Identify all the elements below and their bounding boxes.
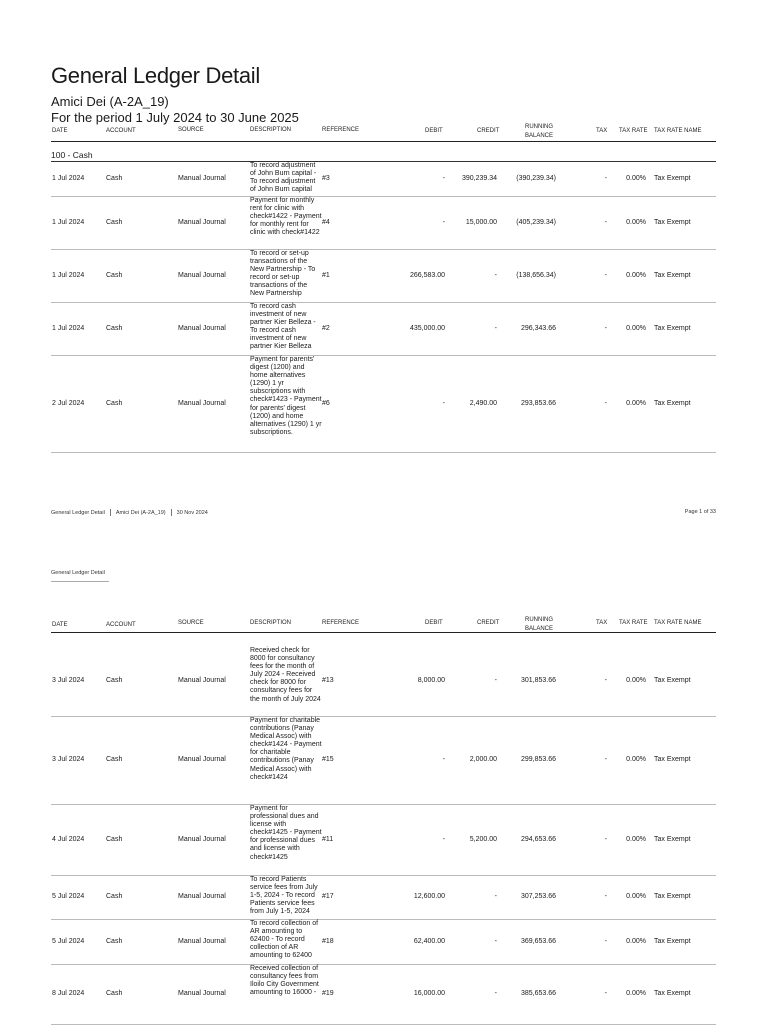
col-credit-header: CREDIT: [477, 128, 500, 134]
date-cell: 1 Jul 2024: [52, 324, 85, 332]
col-date-header: DATE: [52, 128, 68, 134]
page2-header-title: General Ledger Detail: [51, 570, 105, 576]
account-cell: Cash: [106, 835, 123, 843]
col-tax-rate-name-header: TAX RATE NAME: [654, 128, 702, 134]
report-title: General Ledger Detail: [51, 63, 260, 88]
tax-rate-name-cell: Tax Exempt: [654, 399, 691, 407]
tax-rate-cell: 0.00%: [626, 324, 646, 332]
description-cell: Payment for professional dues and license with check#1425 - Payment for professional dues and license with check#1425: [250, 805, 322, 861]
source-cell: Manual Journal: [178, 271, 226, 279]
tax-cell: -: [604, 835, 607, 843]
reference-cell: #11: [322, 835, 334, 843]
credit-cell: -: [494, 271, 497, 279]
credit-cell: -: [494, 937, 497, 945]
running-balance-cell: 294,653.66: [520, 835, 556, 843]
source-cell: Manual Journal: [178, 756, 226, 763]
date-cell: 1 Jul 2024: [52, 218, 85, 226]
tax-cell: -: [604, 937, 607, 945]
source-cell: Manual Journal: [178, 324, 226, 332]
col-tax-header: TAX: [596, 128, 608, 134]
debit-cell: 435,000.00: [409, 324, 445, 332]
date-cell: 3 Jul 2024: [52, 756, 85, 763]
running-balance-cell: (405,239.34): [516, 218, 556, 226]
tax-rate-name-cell: Tax Exempt: [654, 835, 691, 843]
credit-cell: 2,000.00: [469, 756, 497, 763]
date-cell: 4 Jul 2024: [52, 835, 85, 843]
running-balance-cell: (138,656.34): [516, 271, 556, 279]
running-balance-cell: 369,653.66: [520, 937, 556, 945]
debit-cell: 16,000.00: [413, 990, 445, 997]
ledger-row: [51, 919, 716, 965]
tax-cell: -: [604, 677, 607, 684]
debit-cell: 266,583.00: [409, 271, 445, 279]
ledger-row: [51, 964, 716, 1025]
debit-cell: -: [442, 756, 445, 763]
source-cell: Manual Journal: [178, 399, 226, 407]
running-balance-cell: 385,653.66: [520, 990, 556, 997]
col-tax-rate-header: TAX RATE: [619, 128, 648, 134]
column-header-row-page2: [51, 617, 716, 631]
source-cell: Manual Journal: [178, 835, 226, 843]
reference-cell: #19: [322, 990, 334, 997]
col-description-header: DESCRIPTION: [250, 127, 292, 133]
account-cell: Cash: [106, 174, 123, 182]
tax-rate-cell: 0.00%: [626, 399, 646, 407]
col-running-header: RUNNING: [525, 617, 553, 623]
tax-rate-name-cell: Tax Exempt: [654, 218, 691, 226]
ledger-row: [51, 196, 716, 250]
tax-rate-name-cell: Tax Exempt: [654, 271, 691, 279]
footer-report-name: General Ledger Detail: [51, 509, 105, 516]
credit-cell: -: [494, 990, 497, 997]
date-cell: 2 Jul 2024: [52, 399, 85, 407]
column-header-row: [51, 124, 716, 138]
description-cell: Received check for 8000 for consultancy fees for the month of July 2024 - Received check for 8000 for consultancy fees for the month of July 2024: [250, 647, 321, 703]
header-divider: [51, 632, 716, 633]
reference-cell: #4: [322, 218, 330, 226]
source-cell: Manual Journal: [178, 893, 226, 900]
source-cell: Manual Journal: [178, 218, 226, 226]
reference-cell: #1: [322, 271, 330, 279]
date-cell: 1 Jul 2024: [52, 174, 85, 182]
date-cell: 5 Jul 2024: [52, 893, 85, 900]
ledger-row: [51, 302, 716, 356]
tax-rate-name-cell: Tax Exempt: [654, 174, 691, 182]
col-reference-header: REFERENCE: [322, 127, 360, 133]
tax-rate-cell: 0.00%: [626, 174, 646, 182]
credit-cell: 2,490.00: [469, 399, 497, 407]
reference-cell: #17: [322, 893, 334, 900]
credit-cell: 15,000.00: [465, 218, 497, 226]
footer-date: 30 Nov 2024: [176, 509, 208, 516]
ledger-row: [51, 875, 716, 920]
col-source-header: SOURCE: [178, 620, 204, 626]
running-balance-cell: (390,239.34): [516, 174, 556, 182]
header-divider: [51, 141, 716, 142]
debit-cell: -: [442, 218, 445, 226]
account-cell: Cash: [106, 937, 123, 945]
date-cell: 1 Jul 2024: [52, 271, 85, 279]
reference-cell: #3: [322, 174, 330, 182]
account-cell: Cash: [106, 218, 123, 226]
debit-cell: -: [442, 174, 445, 182]
running-balance-cell: 307,253.66: [520, 893, 556, 900]
col-description-header: DESCRIPTION: [250, 620, 292, 626]
running-balance-cell: 296,343.66: [520, 324, 556, 332]
date-cell: 5 Jul 2024: [52, 937, 85, 945]
tax-rate-name-cell: Tax Exempt: [654, 893, 691, 900]
reference-cell: #13: [322, 677, 334, 684]
tax-cell: -: [604, 174, 607, 182]
debit-cell: 8,000.00: [417, 677, 445, 684]
account-section-label: 100 - Cash: [51, 150, 93, 160]
page-footer: [51, 509, 208, 516]
tax-cell: -: [604, 893, 607, 900]
tax-rate-cell: 0.00%: [626, 990, 646, 997]
description-cell: To record or set-up transactions of the New Partnership - To record or set-up transactions of the New Partnership: [250, 250, 316, 298]
description-cell: Received collection of consultancy fees from Iloilo City Government amounting to 16000 -: [250, 965, 319, 997]
debit-cell: 12,600.00: [413, 893, 445, 900]
tax-rate-cell: 0.00%: [626, 893, 646, 900]
tax-cell: -: [604, 756, 607, 763]
credit-cell: -: [494, 677, 497, 684]
description-cell: To record collection of AR amounting to 62400 - To record collection of AR amounting to 62400: [250, 920, 319, 960]
tax-cell: -: [604, 990, 607, 997]
col-date-header: DATE: [52, 622, 68, 628]
source-cell: Manual Journal: [178, 937, 226, 945]
reference-cell: #15: [322, 756, 334, 763]
reference-cell: #18: [322, 937, 334, 945]
tax-rate-name-cell: Tax Exempt: [654, 324, 691, 332]
ledger-row: [51, 249, 716, 303]
report-period: For the period 1 July 2024 to 30 June 2025: [51, 110, 299, 125]
running-balance-cell: 301,853.66: [520, 677, 556, 684]
tax-rate-cell: 0.00%: [626, 756, 646, 763]
running-balance-cell: 293,853.66: [520, 399, 556, 407]
tax-rate-name-cell: Tax Exempt: [654, 937, 691, 945]
reference-cell: #6: [322, 399, 330, 407]
col-debit-header: DEBIT: [425, 128, 443, 134]
tax-cell: -: [604, 271, 607, 279]
tax-rate-cell: 0.00%: [626, 835, 646, 843]
account-cell: Cash: [106, 324, 123, 332]
source-cell: Manual Journal: [178, 174, 226, 182]
col-account-header: ACCOUNT: [106, 622, 136, 628]
tax-rate-cell: 0.00%: [626, 271, 646, 279]
organization-name: Amici Dei (A-2A_19): [51, 94, 169, 109]
ledger-row: [51, 646, 716, 717]
debit-cell: -: [442, 399, 445, 407]
account-cell: Cash: [106, 677, 123, 684]
tax-rate-cell: 0.00%: [626, 937, 646, 945]
ledger-row: [51, 716, 716, 805]
col-balance-header: BALANCE: [525, 626, 554, 632]
credit-cell: 5,200.00: [469, 835, 497, 843]
description-cell: To record cash investment of new partner Kier Belleza - To record cash investment of new partner Kier Belleza: [250, 303, 316, 351]
account-cell: Cash: [106, 271, 123, 279]
account-cell: Cash: [106, 399, 123, 407]
description-cell: Payment for charitable contributions (Panay Medical Assoc) with check#1424 - Payment for charitable contributions (Panay Medical Assoc) with check#1424: [250, 717, 322, 781]
source-cell: Manual Journal: [178, 990, 226, 997]
tax-rate-name-cell: Tax Exempt: [654, 677, 691, 684]
date-cell: 3 Jul 2024: [52, 677, 85, 684]
col-tax-header: TAX: [596, 620, 608, 626]
description-cell: Payment for parents' digest (1200) and home alternatives (1290) 1 yr subscriptions with check#1423 - Payment for parents' digest (1200) and home alternatives (1290) 1 yr subscriptions.: [250, 356, 322, 436]
page2-header-rule: [51, 581, 109, 582]
credit-cell: -: [494, 893, 497, 900]
page-number: Page 1 of 33: [684, 509, 716, 515]
col-reference-header: REFERENCE: [322, 620, 360, 626]
account-cell: Cash: [106, 893, 123, 900]
tax-cell: -: [604, 324, 607, 332]
col-source-header: SOURCE: [178, 127, 204, 133]
description-cell: Payment for monthly rent for clinic with check#1422 - Payment for monthly rent for clinic with check#1422: [250, 197, 322, 237]
col-running-header: RUNNING: [525, 124, 553, 130]
debit-cell: 62,400.00: [413, 937, 445, 945]
account-cell: Cash: [106, 990, 123, 997]
tax-cell: -: [604, 218, 607, 226]
credit-cell: -: [494, 324, 497, 332]
running-balance-cell: 299,853.66: [520, 756, 556, 763]
tax-rate-name-cell: Tax Exempt: [654, 756, 691, 763]
col-credit-header: CREDIT: [477, 620, 500, 626]
description-cell: To record Patients service fees from July 1-5, 2024 - To record Patients service fees from July 1-5, 2024: [250, 876, 318, 916]
ledger-row: [51, 355, 716, 453]
credit-cell: 390,239.34: [461, 174, 497, 182]
col-tax-rate-name-header: TAX RATE NAME: [654, 620, 702, 626]
col-tax-rate-header: TAX RATE: [619, 620, 648, 626]
ledger-row: [51, 804, 716, 876]
description-cell: To record adjustment of John Burn capital - To record adjustment of John Burn capital: [250, 162, 317, 194]
tax-rate-cell: 0.00%: [626, 677, 646, 684]
col-account-header: ACCOUNT: [106, 128, 136, 134]
account-cell: Cash: [106, 756, 123, 763]
ledger-row: [51, 161, 716, 197]
reference-cell: #2: [322, 324, 330, 332]
date-cell: 8 Jul 2024: [52, 990, 85, 997]
debit-cell: -: [442, 835, 445, 843]
col-balance-header: BALANCE: [525, 133, 554, 139]
footer-organization: Amici Dei (A-2A_19): [115, 509, 166, 516]
col-debit-header: DEBIT: [425, 620, 443, 626]
tax-rate-cell: 0.00%: [626, 218, 646, 226]
source-cell: Manual Journal: [178, 677, 226, 684]
tax-rate-name-cell: Tax Exempt: [654, 990, 691, 997]
tax-cell: -: [604, 399, 607, 407]
